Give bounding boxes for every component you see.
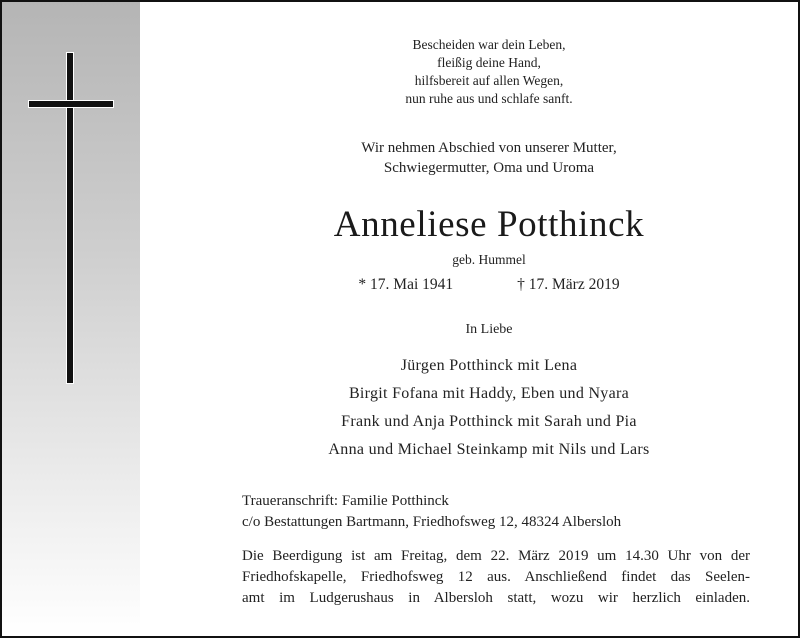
family-line-2: Birgit Fofana mit Haddy, Eben und Nyara: [348, 385, 630, 402]
poem-line-2: fleißig deine Hand,: [437, 55, 541, 70]
address-line-1: Traueranschrift: Familie Potthinck: [242, 493, 449, 509]
poem-line-3: hilfsbereit auf allen Wegen,: [414, 73, 564, 88]
family-line-1: Jürgen Potthinck mit Lena: [400, 357, 578, 374]
funeral-info: [242, 546, 750, 609]
family-line-4: Anna und Michael Steinkamp mit Nils und Lars: [328, 441, 650, 458]
funeral-line-1: Die Beerdigung ist am Freitag, dem 22. März 2019 um 14.30 Uhr von der: [242, 548, 750, 564]
intro-line-1: Wir nehmen Abschied von unserer Mutter,: [361, 140, 617, 156]
poem-line-1: Bescheiden war dein Leben,: [412, 37, 566, 52]
funeral-line-2: Friedhofskapelle, Friedhofsweg 12 aus. Anschließend findet das Seelen-: [242, 569, 750, 585]
cross-icon-center: [67, 101, 73, 107]
death-date: † 17. März 2019: [517, 276, 620, 293]
funeral-line-3: amt im Ludgerushaus in Albersloh statt, wozu wir herzlich einladen.: [242, 590, 750, 606]
side-band: [2, 2, 140, 636]
family-line-3: Frank und Anja Potthinck mit Sarah und Pia: [341, 413, 637, 430]
intro-line-2: Schwiegermutter, Oma und Uroma: [383, 160, 595, 176]
in-love: In Liebe: [465, 322, 513, 337]
maiden-name: geb. Hummel: [452, 252, 526, 267]
poem-line-4: nun ruhe aus und schlafe sanft.: [405, 91, 573, 106]
life-dates: [140, 276, 800, 294]
address-line-2: c/o Bestattungen Bartmann, Friedhofsweg 12, 48324 Albersloh: [242, 514, 622, 530]
deceased-name: Anneliese Potthinck: [333, 204, 645, 245]
birth-date: * 17. Mai 1941: [358, 276, 454, 293]
